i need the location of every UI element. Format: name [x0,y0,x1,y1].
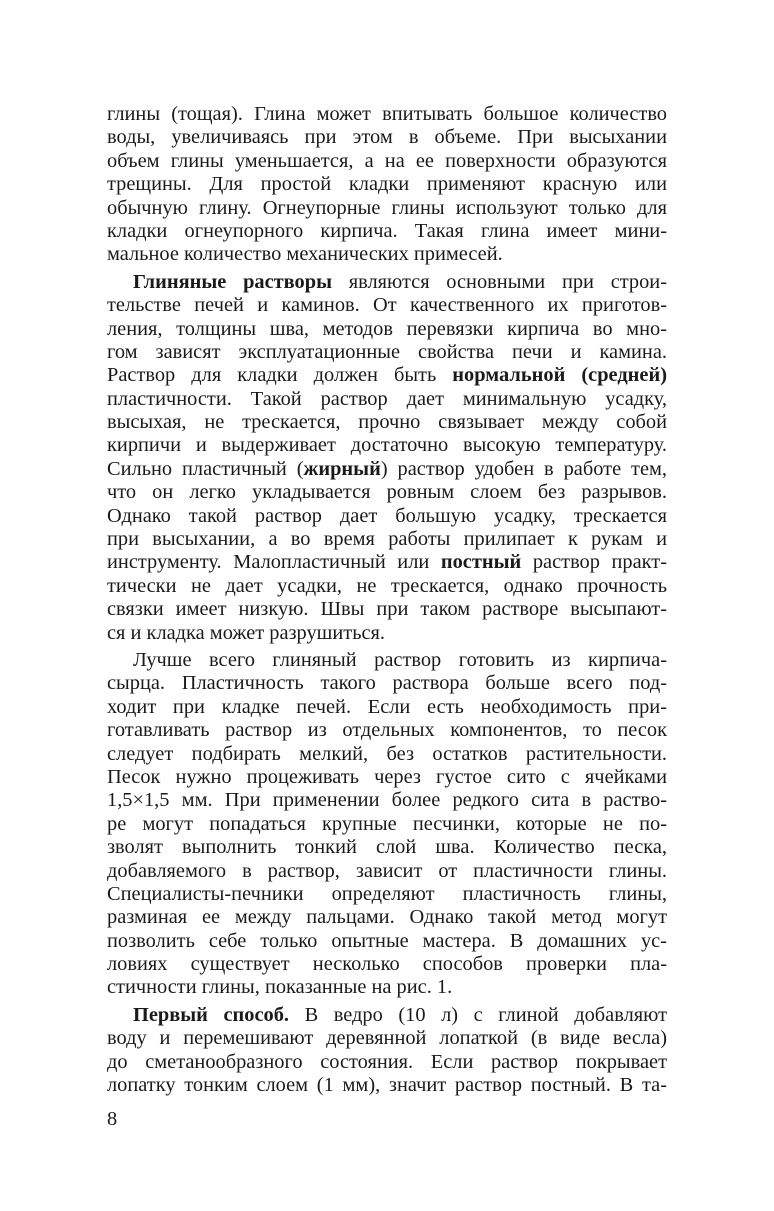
bold-term: жирный [303,457,381,480]
text-line: связки имеет низкую. Швы при таком растворе высыпают- [107,598,667,621]
paragraph-4 [107,1004,667,1098]
text-line: Специалисты-печники определяют пластичность глины, [107,882,667,905]
page-number: 8 [107,1108,118,1130]
text-line: высыхая, не трескается, прочно связывает между собой [107,411,667,434]
text-line: при высыхании, а во время работы прилипает к рукам и [107,528,667,551]
text-line: лопатку тонким слоем (1 мм), значит раствор постный. В та- [107,1074,667,1097]
text-line: воду и перемешивают деревянной лопаткой (в виде весла) [107,1027,667,1050]
text-line: инструменту. Малопластичный или постный раствор практ- [107,551,667,574]
text-line: зволят выполнить тонкий слой шва. Количество песка, [107,836,667,859]
text-line: кладки огнеупорного кирпича. Такая глина имеет мини- [107,219,667,242]
text-line: тически не дает усадки, не трескается, однако прочность [107,574,667,597]
text-line: обычную глину. Огнеупорные глины используют только для [107,196,667,219]
text-line: трещины. Для простой кладки применяют красную или [107,173,667,196]
text-line: гом зависят эксплуатационные свойства печи и камина. [107,340,667,363]
text-line: кирпичи и выдерживает достаточно высокую температуру. [107,434,667,457]
text-line: объем глины уменьшается, а на ее поверхности образуются [107,149,667,172]
text-line: стичности глины, показанные на рис. 1. [107,976,453,999]
text-line: что он легко укладывается ровным слоем без разрывов. [107,481,667,504]
text-line: Раствор для кладки должен быть нормальной (средней) [107,364,667,387]
text-line: пластичности. Такой раствор дает минимальную усадку, [107,387,667,410]
paragraph-1 [107,103,667,267]
text-line: Однако такой раствор дает большую усадку, трескается [107,504,667,527]
text-line: глины (тощая). Глина может впитывать большое количество [107,103,667,125]
text-line: воды, увеличиваясь при этом в объеме. При высыхании [107,126,667,149]
text-line: Лучше всего глиняный раствор готовить из кирпича- [133,648,667,671]
page-body [107,103,667,1097]
bold-term: Первый способ. [133,1003,290,1026]
text-line: ся и кладка может разрушиться. [107,621,386,644]
text-line: 1,5×1,5 мм. При применении более редкого сита в раство- [107,789,667,812]
text-line: следует подбирать мелкий, без остатков растительности. [107,742,667,765]
bold-term: нормальной (средней) [452,364,667,387]
text-line: разминая ее между пальцами. Однако такой метод могут [107,906,667,929]
text-line: готавливать раствор из отдельных компонентов, то песок [107,719,667,742]
text-line: сырца. Пластичность такого раствора больше всего под- [107,672,667,695]
text-line: тельстве печей и каминов. От качественного их приготов- [107,294,667,317]
text-line: ходит при кладке печей. Если есть необходимость при- [107,695,667,718]
text-line: до сметанообразного состояния. Если раствор покрывает [107,1050,667,1073]
text-line: мальное количество механических примесей. [107,243,503,266]
bold-term: постный [440,551,522,574]
text-line: добавляемого в раствор, зависит от пластичности глины. [107,859,667,882]
text-line: Песок нужно процеживать через густое сито с ячейками [107,765,667,788]
bold-term: Глиняные растворы [133,270,333,293]
text-line: ловиях существует несколько способов проверки пла- [107,953,667,976]
paragraph-3 [107,649,667,1000]
text-line: Первый способ. В ведро (10 л) с глиной добавляют [133,1003,667,1026]
text-line: Сильно пластичный (жирный) раствор удобен в работе тем, [107,457,668,480]
text-line: позволить себе только опытные мастера. В домашних ус- [107,929,667,952]
text-line: Глиняные растворы являются основными при строи- [133,270,667,293]
text-line: ления, толщины шва, методов перевязки кирпича во мно- [107,317,667,340]
paragraph-2 [107,271,667,645]
text-line: ре могут попадаться крупные песчинки, которые не по- [107,812,667,835]
